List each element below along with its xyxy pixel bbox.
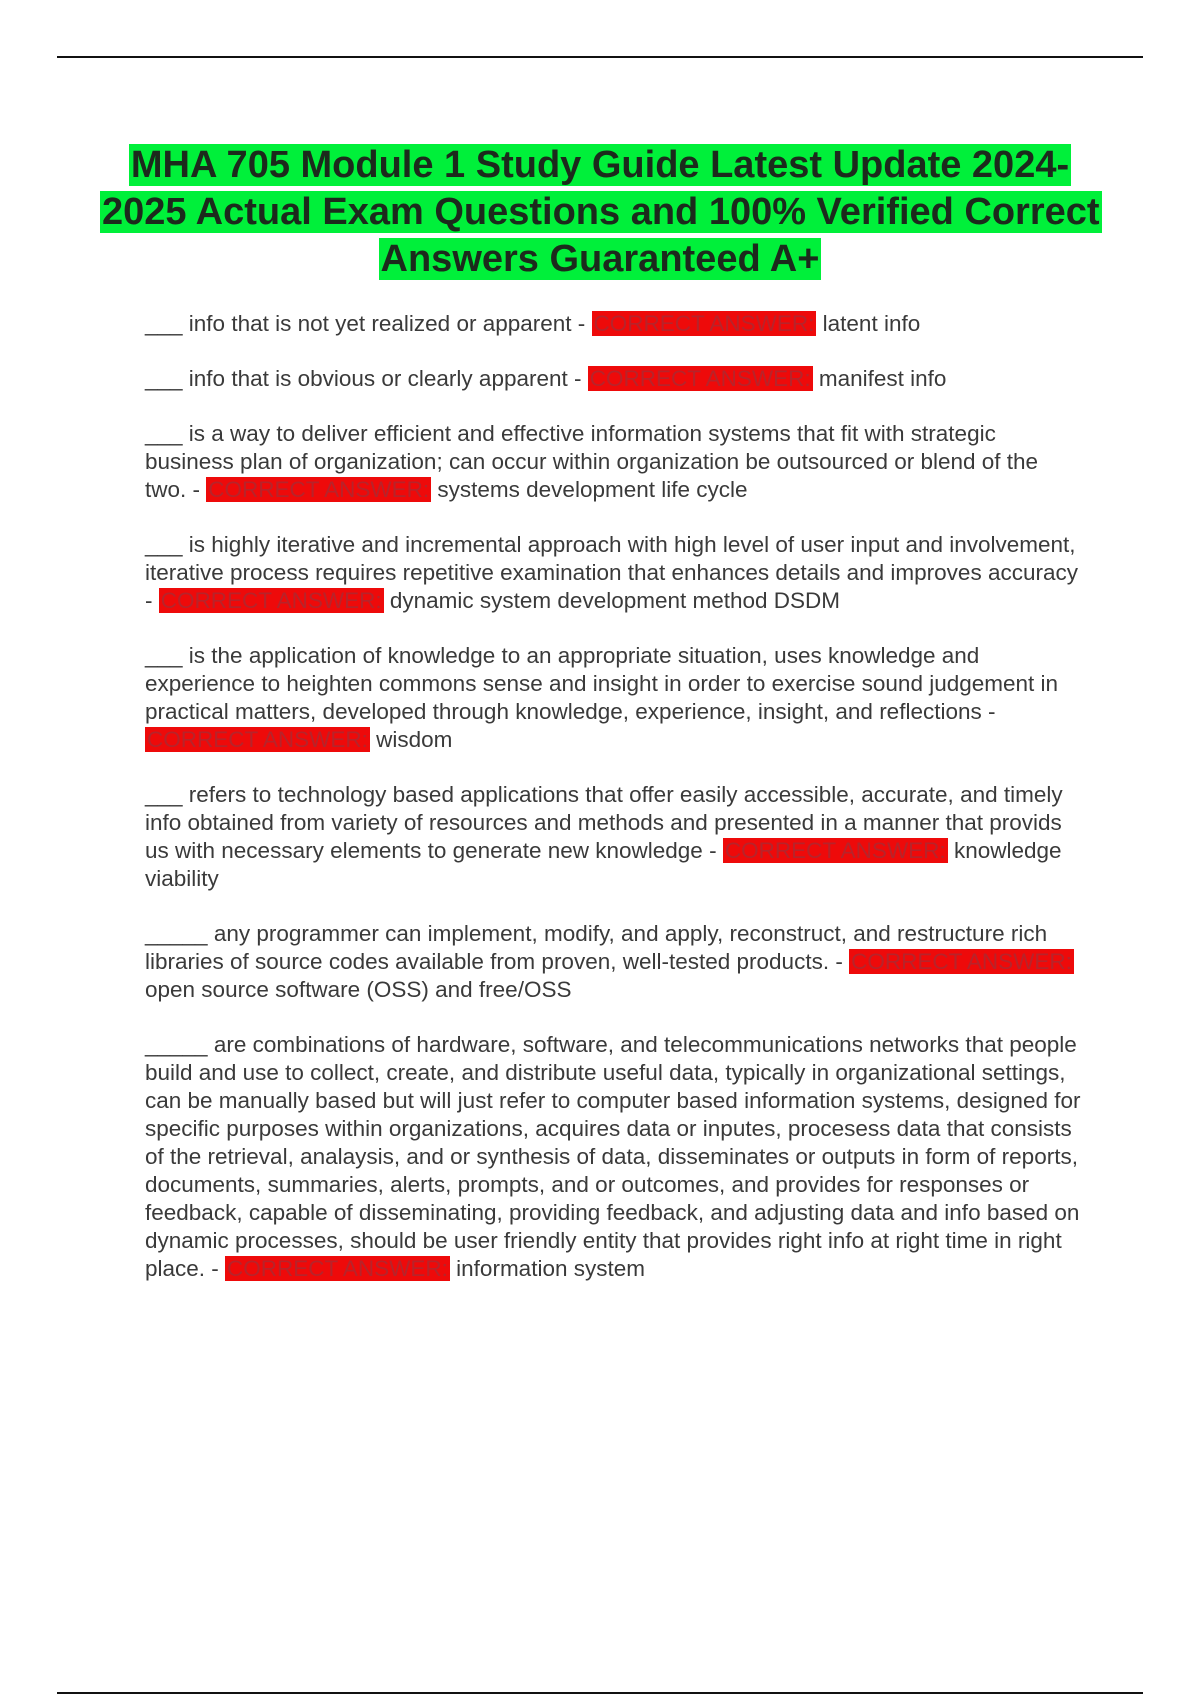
qa-item	[145, 420, 1085, 504]
correct-answer-tag: CORRECT ANSWER:	[589, 366, 811, 391]
correct-answer-tag: CORRECT ANSWER:	[160, 588, 382, 613]
answer-text: systems development life cycle	[437, 477, 748, 502]
question-text: ___ is the application of knowledge to an appropriate situation, uses knowledge and experience to heighten commons sense and insight in order to exercise sound judgement in practical matters, developed through knowledge, experience, insight, and reflections -	[145, 643, 1059, 724]
question-text: ___ is highly iterative and incremental approach with high level of user input and involvement, iterative process requires repetitive examination that enhances details and improves accuracy -	[145, 532, 1078, 613]
question-text: _____ any programmer can implement, modify, and apply, reconstruct, and restructure rich libraries of source codes available from proven, well-tested products. -	[145, 921, 1048, 974]
title-block	[100, 142, 1100, 283]
question-text: ___ info that is not yet realized or apparent -	[145, 311, 592, 336]
correct-answer-tag: CORRECT ANSWER:	[147, 727, 368, 752]
qa-item	[145, 642, 1085, 754]
bottom-rule	[57, 1692, 1143, 1694]
qa-item	[145, 310, 1085, 338]
answer-text: manifest info	[818, 366, 947, 391]
correct-answer-tag: CORRECT ANSWER:	[851, 949, 1072, 974]
correct-answer-tag: CORRECT ANSWER:	[208, 477, 430, 502]
question-text: ___ info that is obvious or clearly apparent -	[145, 366, 588, 391]
correct-answer-tag: CORRECT ANSWER:	[593, 311, 815, 336]
correct-answer-tag: CORRECT ANSWER:	[724, 838, 946, 863]
question-text: _____ are combinations of hardware, software, and telecommunications networks that people build and use to collect, create, and distribute useful data, typically in organizational settings, can be manually based but will just refer to computer based information systems, designed for specific purposes within organizations, acquires data or inputes, procesess data that consists of the retrieval, analaysis, and or synthesis of data, disseminates or outputs in form of reports, documents, summaries, alerts, prompts, and or outcomes, and provides for responses or feedback, capable of disseminating, providing feedback, and adjusting data and info based on dynamic processes, should be user friendly entity that provides right info at right time in right place. -	[145, 1032, 1081, 1281]
qa-item	[145, 365, 1085, 393]
answer-text: latent info	[822, 311, 921, 336]
question-text: ___ is a way to deliver efficient and effective information systems that fit with strategic business plan of organization; can occur within organization be outsourced or blend of the two. -	[145, 421, 1039, 502]
answer-text: wisdom	[376, 727, 453, 752]
qa-item	[145, 1031, 1085, 1283]
answer-text: information system	[456, 1256, 645, 1281]
qa-list	[145, 310, 1085, 1310]
answer-text: dynamic system development method DSDM	[389, 588, 841, 613]
document-title: MHA 705 Module 1 Study Guide Latest Update 2024-2025 Actual Exam Questions and 100% Verified Correct Answers Guaranteed A+	[102, 144, 1100, 280]
answer-text: open source software (OSS) and free/OSS	[145, 977, 572, 1002]
qa-item	[145, 920, 1085, 1004]
top-rule	[57, 56, 1143, 58]
answer-text: knowledge viability	[145, 838, 1062, 891]
correct-answer-tag: CORRECT ANSWER:	[227, 1256, 448, 1281]
question-text: ___ refers to technology based applications that offer easily accessible, accurate, and timely info obtained from variety of resources and methods and presented in a manner that provids us with necessary elements to generate new knowledge -	[145, 782, 1063, 863]
qa-item	[145, 781, 1085, 893]
qa-item	[145, 531, 1085, 615]
